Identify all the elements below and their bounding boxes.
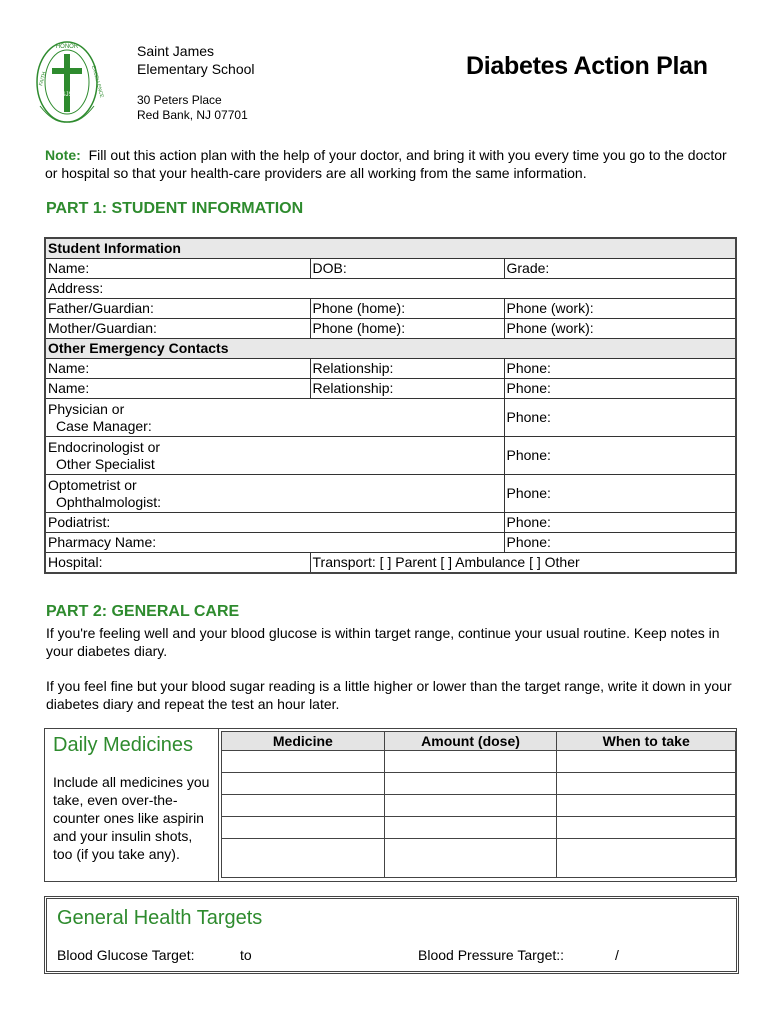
table-row xyxy=(222,773,736,795)
when-cell[interactable] xyxy=(557,839,736,878)
table-row xyxy=(222,817,736,839)
col-medicine: Medicine xyxy=(222,732,385,751)
amount-cell[interactable] xyxy=(384,795,557,817)
page-title: Diabetes Action Plan xyxy=(466,52,708,80)
contact2-relationship-field[interactable]: Relationship: xyxy=(310,379,504,399)
col-amount: Amount (dose) xyxy=(384,732,557,751)
physician-label-1: Physician or xyxy=(48,400,125,417)
note-paragraph xyxy=(45,146,735,182)
medicine-cell[interactable] xyxy=(222,773,385,795)
physician-label-2: Case Manager: xyxy=(56,417,152,434)
part1-heading: PART 1: STUDENT INFORMATION xyxy=(46,200,304,217)
father-guardian-field[interactable]: Father/Guardian: xyxy=(45,299,310,319)
school-seal-logo xyxy=(34,36,105,128)
medicines-table xyxy=(221,731,736,878)
endocrinologist-field[interactable] xyxy=(45,437,504,475)
when-cell[interactable] xyxy=(557,751,736,773)
contact1-relationship-field[interactable]: Relationship: xyxy=(310,359,504,379)
logo-text-excellence: EXCELLENCE xyxy=(90,64,105,99)
amount-cell[interactable] xyxy=(384,817,557,839)
glucose-target-label: Blood Glucose Target: xyxy=(57,947,195,963)
school-address xyxy=(137,93,248,123)
section-student-info: Student Information xyxy=(45,238,736,259)
section-emergency-contacts: Other Emergency Contacts xyxy=(45,339,736,359)
podiatrist-phone-field[interactable]: Phone: xyxy=(504,513,736,533)
contact2-phone-field[interactable]: Phone: xyxy=(504,379,736,399)
part2-paragraph-1: If you're feeling well and your blood glucose is within target range, continue your usual routine. Keep notes in your diabetes diary. xyxy=(46,625,720,659)
daily-medicines-title: Daily Medicines xyxy=(53,734,194,756)
bp-target-slash: / xyxy=(615,947,619,963)
medicine-cell[interactable] xyxy=(222,817,385,839)
glucose-target-to: to xyxy=(240,947,252,963)
opto-label-2: Ophthalmologist: xyxy=(56,493,162,510)
when-cell[interactable] xyxy=(557,795,736,817)
podiatrist-field[interactable]: Podiatrist: xyxy=(45,513,504,533)
table-row xyxy=(222,795,736,817)
amount-cell[interactable] xyxy=(384,751,557,773)
health-targets-title: General Health Targets xyxy=(57,907,263,929)
dob-field[interactable]: DOB: xyxy=(310,259,504,279)
hospital-field[interactable]: Hospital: xyxy=(45,553,310,574)
logo-text-sjs: SJS xyxy=(61,92,73,98)
medicine-cell[interactable] xyxy=(222,751,385,773)
contact1-name-field[interactable]: Name: xyxy=(45,359,310,379)
opto-label-1: Optometrist or xyxy=(48,476,137,493)
table-row xyxy=(222,839,736,878)
optometrist-phone-field[interactable]: Phone: xyxy=(504,475,736,513)
endo-label-2: Other Specialist xyxy=(56,455,155,472)
contact2-name-field[interactable]: Name: xyxy=(45,379,310,399)
medicine-cell[interactable] xyxy=(222,795,385,817)
address-field[interactable]: Address: xyxy=(45,279,736,299)
part2-paragraph-2: If you feel fine but your blood sugar reading is a little higher or lower than the target range, write it down in your diabetes diary and repeat the test an hour later. xyxy=(46,678,732,712)
part2-heading: PART 2: GENERAL CARE xyxy=(46,603,240,620)
name-field[interactable]: Name: xyxy=(45,259,310,279)
col-when: When to take xyxy=(557,732,736,751)
amount-cell[interactable] xyxy=(384,773,557,795)
daily-medicines-description: Include all medicines you take, even over-the-counter ones like aspirin and your insulin shots, too (if you take any). xyxy=(53,774,210,862)
school-name-line2: Elementary School xyxy=(137,61,255,77)
mother-phone-home-field[interactable]: Phone (home): xyxy=(310,319,504,339)
note-label: Note: xyxy=(45,147,81,163)
note-text: Fill out this action plan with the help of your doctor, and bring it with you every time you go to the doctor or hospital so that your health-care providers are all working from the same information. xyxy=(45,147,727,181)
bp-target-label: Blood Pressure Target:: xyxy=(418,947,565,963)
physician-field[interactable] xyxy=(45,399,504,437)
logo-text-faith: FAITH xyxy=(38,71,48,87)
medicine-cell[interactable] xyxy=(222,839,385,878)
father-phone-home-field[interactable]: Phone (home): xyxy=(310,299,504,319)
mother-phone-work-field[interactable]: Phone (work): xyxy=(504,319,736,339)
address-line1: 30 Peters Place xyxy=(137,93,222,107)
address-line2: Red Bank, NJ 07701 xyxy=(137,108,248,122)
physician-phone-field[interactable]: Phone: xyxy=(504,399,736,437)
when-cell[interactable] xyxy=(557,817,736,839)
daily-medicines-info xyxy=(45,729,219,881)
pharmacy-phone-field[interactable]: Phone: xyxy=(504,533,736,553)
transport-field[interactable]: Transport: [ ] Parent [ ] Ambulance [ ] Other xyxy=(310,553,736,574)
endo-label-1: Endocrinologist or xyxy=(48,438,161,455)
when-cell[interactable] xyxy=(557,773,736,795)
table-row xyxy=(222,751,736,773)
mother-guardian-field[interactable]: Mother/Guardian: xyxy=(45,319,310,339)
contact1-phone-field[interactable]: Phone: xyxy=(504,359,736,379)
student-info-table xyxy=(44,237,737,574)
school-name-line1: Saint James xyxy=(137,43,215,59)
daily-medicines-box xyxy=(44,728,737,882)
school-name xyxy=(137,42,255,78)
pharmacy-field[interactable]: Pharmacy Name: xyxy=(45,533,504,553)
grade-field[interactable]: Grade: xyxy=(504,259,736,279)
father-phone-work-field[interactable]: Phone (work): xyxy=(504,299,736,319)
logo-text-honor: HONOR xyxy=(55,44,79,50)
endocrinologist-phone-field[interactable]: Phone: xyxy=(504,437,736,475)
optometrist-field[interactable] xyxy=(45,475,504,513)
amount-cell[interactable] xyxy=(384,839,557,878)
health-targets-box xyxy=(44,896,739,974)
